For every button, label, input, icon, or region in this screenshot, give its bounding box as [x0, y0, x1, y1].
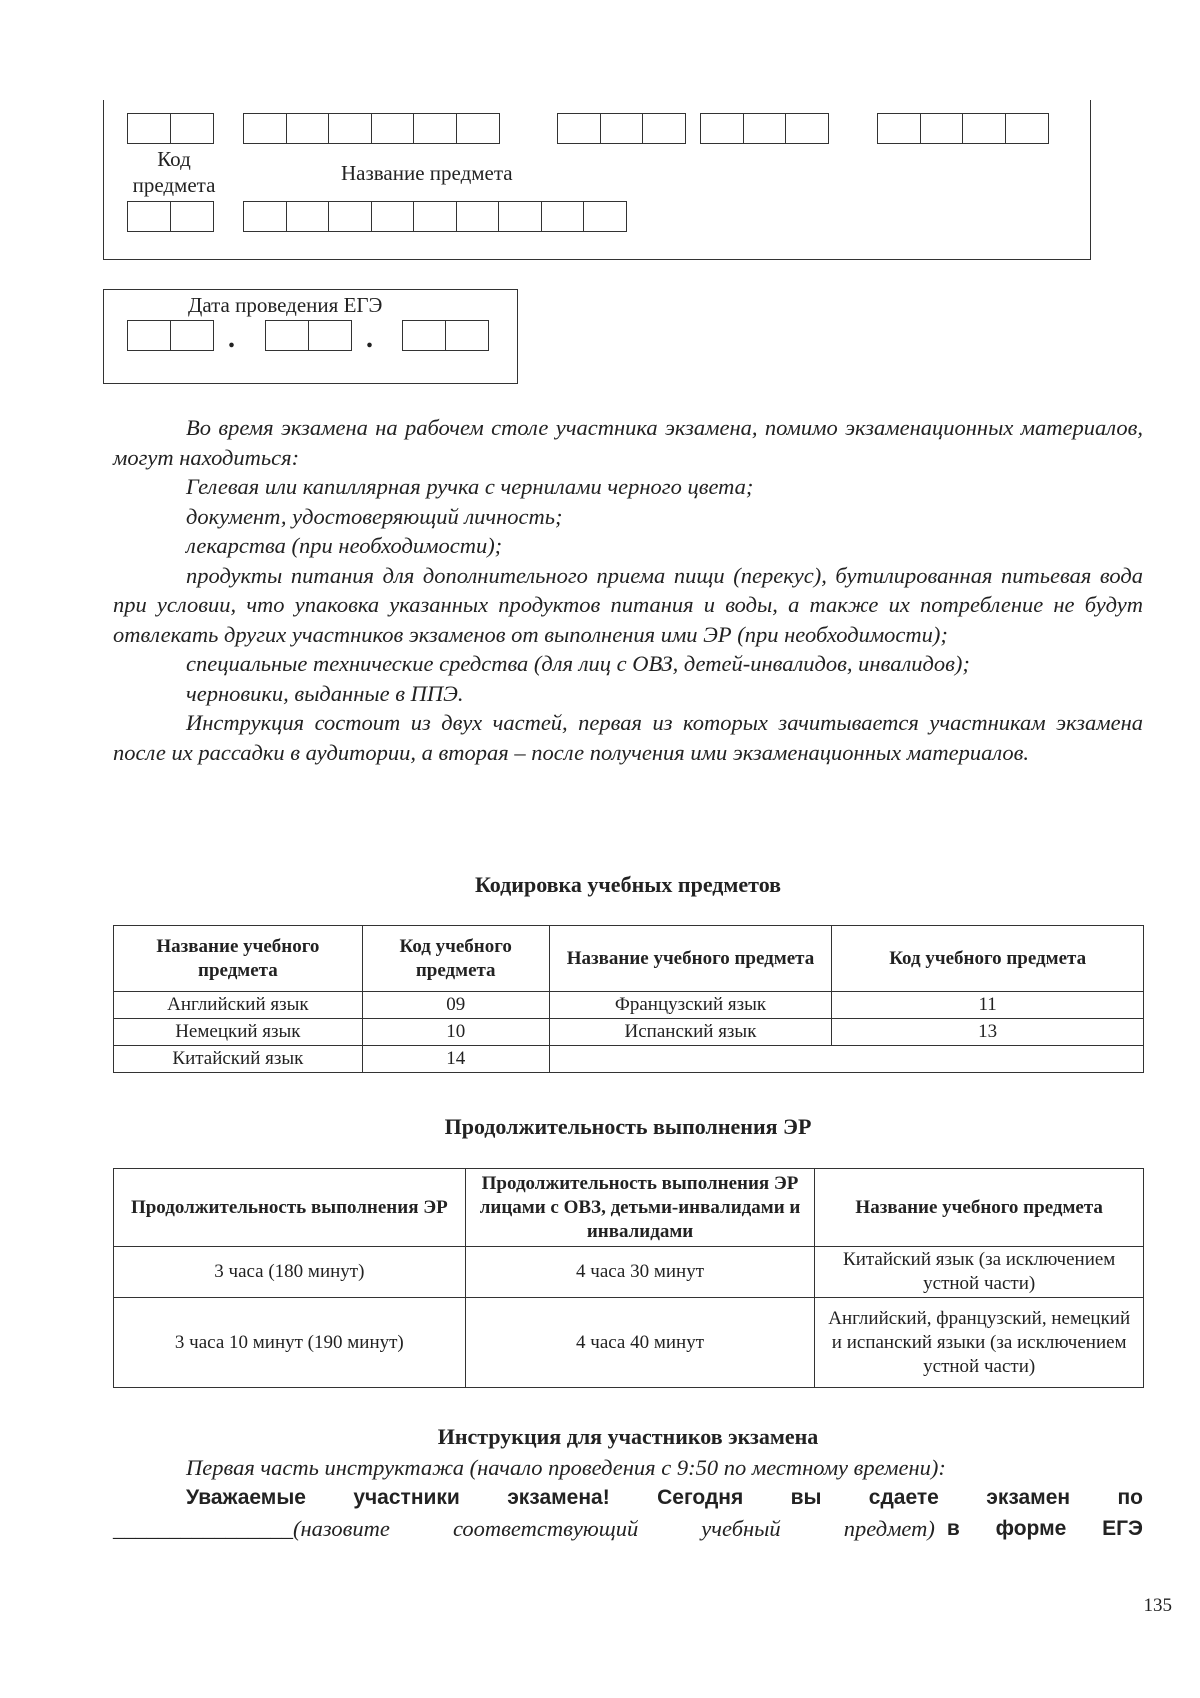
coding-title: Кодировка учебных предметов — [474, 872, 782, 897]
date-day-cells[interactable] — [127, 320, 212, 351]
table-row — [114, 1046, 1144, 1073]
date-year-cells[interactable] — [402, 320, 487, 351]
cell[interactable] — [456, 113, 500, 144]
cell[interactable] — [170, 320, 214, 351]
cell[interactable] — [700, 113, 744, 144]
table-row — [114, 1298, 1144, 1388]
cell[interactable] — [371, 113, 415, 144]
table-row — [114, 1247, 1144, 1298]
cell[interactable] — [877, 113, 921, 144]
table-header: Название учебного предмета — [549, 926, 832, 992]
greeting-word: экзамен — [986, 1485, 1071, 1509]
table-cell: Английский, французский, немецкий и испанский языки (за исключением устной части) — [815, 1298, 1144, 1388]
list-item: Гелевая или капиллярная ручка с чернилами черного цвета; — [186, 474, 754, 499]
cell[interactable] — [243, 113, 287, 144]
cell[interactable] — [920, 113, 964, 144]
name-cells-top-2[interactable] — [557, 113, 685, 144]
instruction-title: Инструкция для участников экзамена — [437, 1424, 819, 1449]
table-cell — [549, 1046, 1143, 1073]
greeting-word: участники — [353, 1485, 460, 1509]
table-row — [114, 1019, 1144, 1046]
table-cell: 10 — [362, 1019, 549, 1046]
exam-date-label: Дата проведения ЕГЭ — [188, 293, 383, 317]
date-separator: . — [366, 323, 373, 354]
name-cells-top-3[interactable] — [700, 113, 828, 144]
table-cell: 14 — [362, 1046, 549, 1073]
cell[interactable] — [286, 201, 330, 232]
cell[interactable] — [170, 113, 214, 144]
table-header: Продолжительность выполнения ЭР лицами с ОВЗ, детьми-инвалидами и инвалидами — [465, 1169, 815, 1247]
date-separator: . — [228, 323, 235, 354]
list-item: документ, удостоверяющий личность; — [186, 503, 563, 529]
cell[interactable] — [127, 113, 171, 144]
intro-lead: Во время экзамена на рабочем столе участника экзамена, помимо экзаменационных материалов, могут находиться: — [113, 415, 1143, 470]
list-item: продукты питания для дополнительного приема пищи (перекус), бутилированная питьевая вода при условии, что упаковка указанных продуктов питания и воды, а также их потребление не будут отвлекать других участников экзаменов от выполнения ими ЭР (при необходимости); — [113, 562, 1143, 647]
cell[interactable] — [328, 201, 372, 232]
cell[interactable] — [371, 201, 415, 232]
table-cell: 13 — [832, 1019, 1144, 1046]
table-header: Код учебного предмета — [832, 926, 1144, 992]
table-cell: 11 — [832, 992, 1144, 1019]
form-text: в форме ЕГЭ — [946, 1517, 1143, 1540]
cell[interactable] — [413, 113, 457, 144]
table-cell: Китайский язык — [114, 1046, 363, 1073]
cell[interactable] — [286, 113, 330, 144]
table-cell: 3 часа 10 минут (190 минут) — [114, 1298, 466, 1388]
cell[interactable] — [785, 113, 829, 144]
name-cells-top-4[interactable] — [877, 113, 1047, 144]
date-month-cells[interactable] — [265, 320, 350, 351]
cell[interactable] — [498, 201, 542, 232]
cell[interactable] — [962, 113, 1006, 144]
greeting-word: вы — [790, 1485, 822, 1509]
cell[interactable] — [445, 320, 489, 351]
table-cell: 4 часа 40 минут — [465, 1298, 815, 1388]
first-part-label: Первая часть инструктажа (начало проведения с 9:50 по местному времени): — [186, 1455, 946, 1480]
table-cell: Китайский язык (за исключением устной части) — [815, 1247, 1144, 1298]
name-cells-bottom[interactable] — [243, 201, 626, 232]
table-header: Название учебного предмета — [114, 926, 363, 992]
subject-name-label: Название предмета — [341, 161, 513, 185]
greeting-word: Уважаемые — [186, 1485, 306, 1509]
greeting-line — [113, 1483, 1143, 1513]
cell[interactable] — [127, 320, 171, 351]
cell[interactable] — [600, 113, 644, 144]
table-cell: 4 часа 30 минут — [465, 1247, 815, 1298]
instruction-note: Инструкция состоит из двух частей, первая из которых зачитывается участникам экзамена после их рассадки в аудитории, а вторая – после получения ими экзаменационных материалов. — [113, 710, 1143, 765]
table-cell: Испанский язык — [549, 1019, 832, 1046]
table-cell: Немецкий язык — [114, 1019, 363, 1046]
cell[interactable] — [328, 113, 372, 144]
table-row — [114, 992, 1144, 1019]
subject-blank[interactable]: ________________ — [113, 1516, 293, 1541]
table-cell: Французский язык — [549, 992, 832, 1019]
cell[interactable] — [413, 201, 457, 232]
cell[interactable] — [456, 201, 500, 232]
list-item: черновики, выданные в ППЭ. — [186, 680, 464, 706]
cell[interactable] — [583, 201, 627, 232]
table-header: Продолжительность выполнения ЭР — [114, 1169, 466, 1247]
list-item: специальные технические средства (для лиц с ОВЗ, детей-инвалидов, инвалидов); — [186, 651, 970, 676]
cell[interactable] — [1005, 113, 1049, 144]
cell[interactable] — [265, 320, 309, 351]
code-cells-top[interactable] — [127, 113, 212, 144]
cell[interactable] — [642, 113, 686, 144]
cell[interactable] — [557, 113, 601, 144]
instruction-text — [113, 1453, 1143, 1544]
subject-line — [113, 1514, 1143, 1544]
list-item: лекарства (при необходимости); — [186, 533, 503, 558]
greeting-word: экзамена! — [507, 1485, 610, 1509]
table-cell: 09 — [362, 992, 549, 1019]
cell[interactable] — [402, 320, 446, 351]
code-label: Код предмета — [132, 147, 216, 197]
cell[interactable] — [170, 201, 214, 232]
cell[interactable] — [541, 201, 585, 232]
greeting-word: сдаете — [868, 1485, 939, 1509]
cell[interactable] — [243, 201, 287, 232]
duration-table — [113, 1168, 1144, 1388]
code-cells-bottom[interactable] — [127, 201, 212, 232]
coding-table — [113, 925, 1144, 1073]
table-header: Код учебного предмета — [362, 926, 549, 992]
cell[interactable] — [308, 320, 352, 351]
name-cells-top-1[interactable] — [243, 113, 498, 144]
page-number: 135 — [1143, 1595, 1172, 1616]
duration-title: Продолжительность выполнения ЭР — [444, 1114, 812, 1139]
table-cell: Английский язык — [114, 992, 363, 1019]
intro-text — [113, 413, 1143, 767]
greeting-word: Сегодня — [657, 1485, 744, 1509]
table-header: Название учебного предмета — [815, 1169, 1144, 1247]
greeting-word: по — [1117, 1485, 1143, 1509]
table-cell: 3 часа (180 минут) — [114, 1247, 466, 1298]
subject-hint: (назовите соответствующий учебный предмет) — [293, 1516, 935, 1541]
cell[interactable] — [743, 113, 787, 144]
cell[interactable] — [127, 201, 171, 232]
